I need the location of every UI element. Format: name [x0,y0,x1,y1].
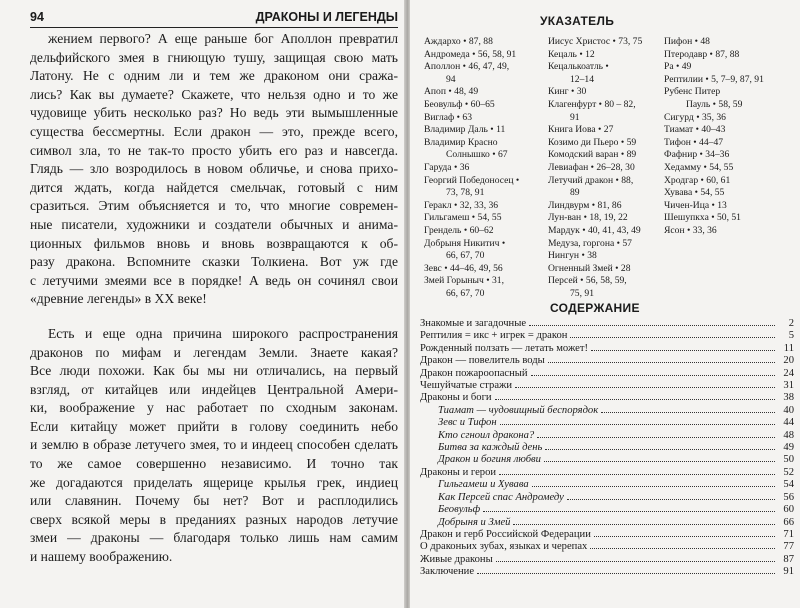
index-entry: Комодский варан • 89 [548,149,637,161]
index-entry: 66, 67, 70 [446,250,485,262]
text-line: чудовище убить несколько раз? Но ведь эти вымышленные [30,105,398,121]
text-line: Есть и еще одна причина широкого распространения [48,325,398,341]
contents-row [420,417,794,429]
index-entry: Сигурд • 35, 36 [664,111,726,123]
contents-page-number: 24 [783,367,794,379]
contents-row [420,343,794,355]
text-line: драконов по мифам и легендам Земли. Знаете какая? [30,344,398,360]
text-line: дится ждать, когда найдется смельчак, готовый с ним [30,179,398,195]
running-head [30,9,398,28]
text-line: ционных фильмов вновь и вновь возвращаются к об- [30,235,398,251]
index-entry: Солнышко • 67 [446,149,508,161]
contents-title-text: Как Персей спас Андромеду [438,491,564,503]
index-entry: Огненный Змей • 28 [548,262,631,274]
contents-row [420,492,794,504]
contents-row [420,430,794,442]
index-entry: Левиафан • 26–28, 30 [548,161,635,173]
text-line: Глядь — зло возродилось в новом обличье, и снова прихо- [30,161,398,177]
text-line: лись? Как вы думаете? Скажете, что нельзя одно и то же [30,86,398,102]
index-entry: Чичен-Ица • 13 [664,199,727,211]
index-entry: Линдвурм • 81, 86 [548,199,622,211]
contents-page-number: 49 [783,442,794,454]
index-entry: Кецалькоатль • [548,61,609,73]
contents-page-number: 66 [783,516,794,528]
contents-title-text: Драконы и боги [420,392,492,404]
text-line: ки, воображение у нас работает по сходным законам. [30,400,398,416]
contents-page-number: 77 [783,541,794,553]
index-entry: Аполлон • 46, 47, 49, [424,61,510,73]
contents-page-number: 40 [783,404,794,416]
index-entry: Хродгар • 60, 61 [664,174,731,186]
index-entry: 73, 78, 91 [446,187,485,199]
text-line: дельфийского змея в гниющую тушу, защищая свою мать [30,49,398,65]
dot-leader [594,536,775,537]
index-entry: Клагенфурт • 80 – 82, [548,98,636,110]
index-entry: Пифон • 48 [664,36,710,47]
right-page [410,0,800,608]
dot-leader [545,449,775,450]
contents-title-text: Добрыня и Змей [438,516,511,528]
text-line: существа бессмертны. Если дракон — это, прежде всего, [30,123,398,139]
index-entry: Тиамат • 40–43 [664,124,726,136]
text-line: разу дракона. Вспомните сказки Толкиена. Вот уж где [30,254,398,270]
contents-row [420,454,794,466]
index-entry: Владимир Даль • 11 [424,124,506,136]
text-line: «древние легенды» в XX веке! [30,291,207,307]
dot-leader [570,337,775,338]
contents-row [420,380,794,392]
text-line: и землю в образе летучего змея, то и индеец способен сделать [30,437,398,453]
contents-title-text: Дракон пожароопасный [420,367,528,379]
contents-title-text: Живые драконы [420,553,493,565]
contents-row [420,504,794,516]
index-entry: Мардук • 40, 41, 43, 49 [548,224,641,236]
contents-row [420,554,794,566]
contents-page-number: 44 [783,417,794,429]
contents-row [420,442,794,454]
contents-title-text: Беовульф [438,504,481,516]
index-entry: Летучий дракон • 88, [548,174,634,186]
index-entry: Грендель • 60–62 [424,224,494,236]
index-entry: Апоп • 48, 49 [424,86,479,98]
index-entry: Тифон • 44–47 [664,136,724,148]
index-entry: Кецаль • 12 [548,48,595,60]
dot-leader [544,461,775,462]
index-entry: Зевс • 44–46, 49, 56 [424,262,503,274]
index-entry: 75, 91 [570,287,594,299]
contents-row [420,318,794,330]
contents-page-number: 52 [783,466,794,478]
index-entry: Иисус Христос • 73, 75 [548,36,643,47]
contents-row [420,517,794,529]
contents-title-text: Битва за каждый день [438,442,543,454]
index-entry: Георгий Победоносец • [424,174,520,186]
contents-title-text: Гильгамеш и Хувава [438,479,529,491]
index-entry: 91 [570,111,580,123]
contents-page-number: 2 [788,318,794,329]
index-entry: Владимир Красно [424,136,498,148]
table-of-contents [420,318,794,579]
index-entry: Фафнир • 34–36 [664,149,730,161]
contents-title-text: Дракон — повелитель воды [420,355,545,367]
contents-page-number: 56 [783,491,794,503]
text-line: ные писатели, художники и создатели обычных и анима- [30,216,398,232]
dot-leader [567,499,775,500]
contents-title-text: Знакомые и загадочные [420,318,527,329]
contents-row [420,467,794,479]
index-entry: Гильгамеш • 54, 55 [424,212,502,224]
index-entry: 89 [570,187,580,199]
text-line: взгляд, от китайцев или индейцев Центральной Амери- [30,381,398,397]
index-entry: Хувава • 54, 55 [664,187,725,199]
contents-page-number: 20 [783,355,794,367]
index-entry: Гаруда • 36 [424,161,470,173]
paragraph-1 [30,30,398,309]
contents-title-text: О драконьих зубах, языках и черепах [420,541,588,553]
index-entry: Рубенс Питер [664,86,721,98]
contents-row [420,479,794,491]
dot-leader [496,561,775,562]
dot-leader [500,424,775,425]
contents-row [420,566,794,578]
index-entry: Змей Горыныч • 31, [424,275,504,287]
dot-leader [548,362,775,363]
index-entry: Персей • 56, 58, 59, [548,275,627,287]
index-entry: Ра • 49 [664,61,692,73]
contents-title-text: Заключение [420,566,475,578]
index-entry: Кинг • 30 [548,86,587,98]
text-line: жением первого? А еще раньше бог Аполлон превратил [48,31,398,46]
contents-page-number: 91 [783,566,794,578]
dot-leader [537,437,775,438]
contents-row [420,368,794,380]
contents-title-text: Рожденный ползать — летать может! [420,342,588,354]
running-title: ДРАКОНЫ И ЛЕГЕНДЫ [255,10,398,24]
dot-leader [590,548,775,549]
contents-page-number: 50 [783,454,794,466]
contents-row [420,405,794,417]
index-column-1 [424,36,542,300]
index-entry: Аждархо • 87, 88 [424,36,493,47]
text-line: или славянин. Почему бы нет? Вот и расплодились [30,493,398,509]
dot-leader [601,412,775,413]
index-entry: 66, 67, 70 [446,287,485,299]
index-entry: Книга Иова • 27 [548,124,614,136]
index-title: УКАЗАТЕЛЬ [540,14,615,28]
index-entry: Птеродавр • 87, 88 [664,48,740,60]
contents-title-text: Чешуйчатые стражи [420,380,513,392]
text-line: сразиться. Этим объясняется и то, что многие современ- [30,198,398,214]
dot-leader [515,387,775,388]
dot-leader [477,573,775,574]
index-entry: Беовульф • 60–65 [424,98,495,110]
index-entry: Хедаммy • 54, 55 [664,161,734,173]
dot-leader [531,375,775,376]
contents-page-number: 60 [783,504,794,516]
dot-leader [529,325,775,326]
text-line: и нашему воображению. [30,549,173,565]
index-entry: Лун-ван • 18, 19, 22 [548,212,628,224]
index-entry: Добрыня Никитич • [424,237,506,249]
text-line: змеи — драконы — благодаря только лишь нам самим [30,530,398,546]
index-entry: Ясон • 33, 36 [664,224,717,236]
text-line: же догадаются приделать ящерице крылья грек, индиец [30,474,398,490]
dot-leader [499,474,775,475]
text-line: Если китайцу может прийти в голову соединить небо [30,418,398,434]
text-line: с летучими змеями все в порядке! А ведь он сочинял свои [30,272,398,288]
dot-leader [495,399,775,400]
dot-leader [532,486,775,487]
contents-page-number: 38 [783,392,794,404]
contents-title-text: Драконы и герои [420,466,497,478]
index-entry: Шешупкха • 50, 51 [664,212,741,224]
contents-page-number: 54 [783,479,794,491]
contents-row [420,355,794,367]
index-entry: Нингун • 38 [548,250,597,262]
contents-page-number: 31 [783,380,794,392]
index-entry: Рептилии • 5, 7–9, 87, 91 [664,73,764,85]
dot-leader [513,524,775,525]
contents-title-text: Рептилия = икс + игрек = дракон [420,330,568,342]
index-entry: Медуза, горгона • 57 [548,237,632,249]
index-entry: 12–14 [570,73,594,85]
contents-title-text: Дракон и богиня любви [438,454,541,466]
contents-title-text: Дракон и герб Российской Федерации [420,528,591,540]
paragraph-2 [30,325,398,567]
contents-row [420,392,794,404]
page-number: 94 [30,10,44,24]
index-column-2 [548,36,658,300]
text-line: Все люди похожи. Как бы мы ни отличались, на первый [30,363,398,379]
text-line: Латону. Не с одним ли и тем же драконом они сража- [30,68,398,84]
index-entry: Козимо ди Пьеро • 59 [548,136,637,148]
dot-leader [591,350,775,351]
contents-page-number: 87 [783,553,794,565]
index-entry: Андромеда • 56, 58, 91 [424,48,517,60]
contents-title-text: Кто сгноил дракона? [438,429,535,441]
contents-row [420,541,794,553]
index-column-3 [664,36,782,238]
dot-leader [483,511,775,512]
contents-title: СОДЕРЖАНИЕ [550,301,640,315]
index-entry: Пауль • 58, 59 [686,98,743,110]
contents-title-text: Зевс и Тифон [438,417,497,429]
text-line: символ зла, то не так-то просто убить его раз и навсегда. [30,142,398,158]
contents-page-number: 11 [783,342,794,354]
contents-row [420,529,794,541]
text-line: то же самое совершенно независимо. И точно так [30,456,398,472]
contents-title-text: Тиамат — чудовищный беспорядок [438,404,599,416]
contents-page-number: 5 [788,330,794,342]
index-entry: Виглаф • 63 [424,111,472,123]
text-line: сверх всякой меры в преданиях разных народов летучие [30,511,398,527]
contents-row [420,330,794,342]
body-text [30,30,398,567]
contents-page-number: 48 [783,429,794,441]
contents-page-number: 71 [783,528,794,540]
index-entry: 94 [446,73,456,85]
index-entry: Геракл • 32, 33, 36 [424,199,499,211]
